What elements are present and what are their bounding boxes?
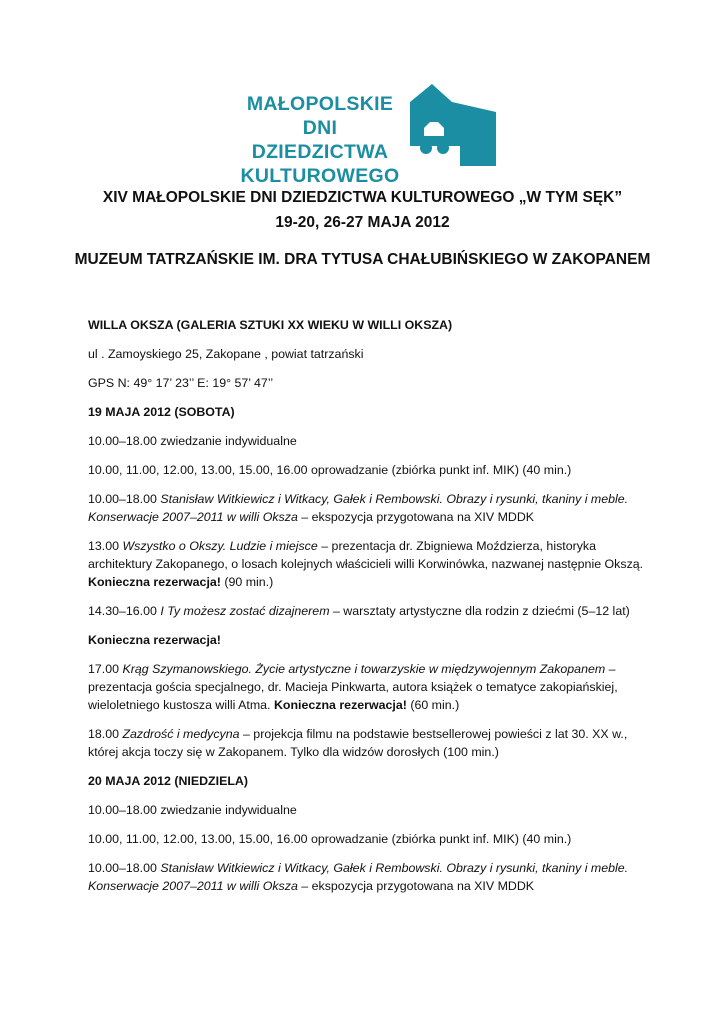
event-duration: (90 min.) [220, 575, 274, 589]
logo-line-3: KULTUROWEGO [240, 165, 400, 187]
event-duration: (60 min.) [406, 698, 460, 712]
day1-title: 19 MAJA 2012 (SOBOTA) [88, 405, 235, 419]
day2-event-1: 10.00–18.00 zwiedzanie indywidualne [88, 803, 297, 817]
event-time: 10.00–18.00 [88, 492, 161, 506]
museum-name: MUZEUM TATRZAŃSKIE IM. DRA TYTUSA CHAŁUBIŃSKIEGO W ZAKOPANEM [74, 251, 651, 268]
event-description: – ekspozycja przygotowana na XIV MDDK [297, 510, 535, 524]
event-description: – ekspozycja przygotowana na XIV MDDK [297, 879, 535, 893]
day2-event-3 [88, 859, 648, 895]
day1-event-5 [88, 602, 648, 620]
event-description: – projekcja filmu na podstawie bestsellerowej powieści z lat 30. XX w., której akcja toczy się w Zakopanem. Tylko dla widzów dorosłych (100 min.) [88, 727, 628, 759]
event-description: – warsztaty artystyczne dla rodzin z dziećmi (5–12 lat) [329, 604, 630, 618]
event-description: – prezentacja gościa specjalnego, dr. Macieja Pinkwarta, autora książek o tematyce zakopiańskiej, wieloletniego kustosza willi Atma. [88, 662, 618, 712]
day1-event-2: 10.00, 11.00, 12.00, 13.00, 15.00, 16.00 oprowadzanie (zbiórka punkt inf. MIK) (40 min.) [88, 463, 572, 477]
logo-line-1: MAŁOPOLSKIE [246, 93, 394, 115]
event-time: 18.00 [88, 727, 123, 741]
day1-event-1: 10.00–18.00 zwiedzanie indywidualne [88, 434, 297, 448]
event-title-italic: Wszystko o Okszy. Ludzie i miejsce [122, 539, 318, 553]
program-content [88, 316, 648, 906]
day2-event-2: 10.00, 11.00, 12.00, 13.00, 15.00, 16.00 oprowadzanie (zbiórka punkt inf. MIK) (40 min.) [88, 832, 572, 846]
castle-icon [410, 84, 498, 170]
day1-event-3 [88, 490, 648, 526]
event-title-italic: Stanisław Witkiewicz i Witkacy, Gałek i Rembowski. Obrazy i rysunki, tkaniny i meble. Konserwacje 2007–2011 w willi Oksza [88, 492, 629, 524]
day2-title: 20 MAJA 2012 (NIEDZIELA) [88, 774, 248, 788]
reservation-note: Konieczna rezerwacja! [88, 633, 221, 647]
day1-event-6 [88, 660, 648, 714]
venue-name: WILLA OKSZA (GALERIA SZTUKI XX WIEKU W WILLI OKSZA) [88, 318, 453, 332]
event-title-italic: Zazdrość i medycyna [122, 727, 240, 741]
logo-line-2: DNI DZIEDZICTWA [251, 117, 389, 163]
reservation-note: Konieczna rezerwacja! [273, 698, 407, 712]
reservation-note: Konieczna rezerwacja! [88, 575, 221, 589]
event-title-italic: Krąg Szymanowskiego. Życie artystyczne i towarzyskie w międzywojennym Zakopanem [122, 662, 606, 676]
event-title: XIV MAŁOPOLSKIE DNI DZIEDZICTWA KULTUROWEGO „W TYM SĘK” [102, 189, 623, 206]
day1-event-4 [88, 537, 648, 591]
event-time: 14.30–16.00 [88, 604, 161, 618]
event-dates: 19-20, 26-27 MAJA 2012 [275, 214, 450, 231]
event-time: 17.00 [88, 662, 123, 676]
day1-event-7 [88, 725, 648, 761]
logo-wordmark [232, 92, 408, 188]
event-title-italic: I Ty możesz zostać dizajnerem [160, 604, 330, 618]
venue-address: ul . Zamoyskiego 25, Zakopane , powiat tatrzański [88, 347, 364, 361]
event-time: 10.00–18.00 [88, 861, 161, 875]
event-title-italic: Stanisław Witkiewicz i Witkacy, Gałek i Rembowski. Obrazy i rysunki, tkaniny i meble. Konserwacje 2007–2011 w willi Oksza [88, 861, 629, 893]
event-time: 13.00 [88, 539, 123, 553]
festival-logo [232, 84, 502, 187]
event-description: – prezentacja dr. Zbigniewa Moździerza, historyka architektury Zakopanego, o losach kolejnych właścicieli willi Korwinówka, nazwanej następnie Okszą. [88, 539, 644, 571]
venue-gps: GPS N: 49° 17’ 23’’ E: 19° 57’ 47’’ [88, 376, 274, 390]
